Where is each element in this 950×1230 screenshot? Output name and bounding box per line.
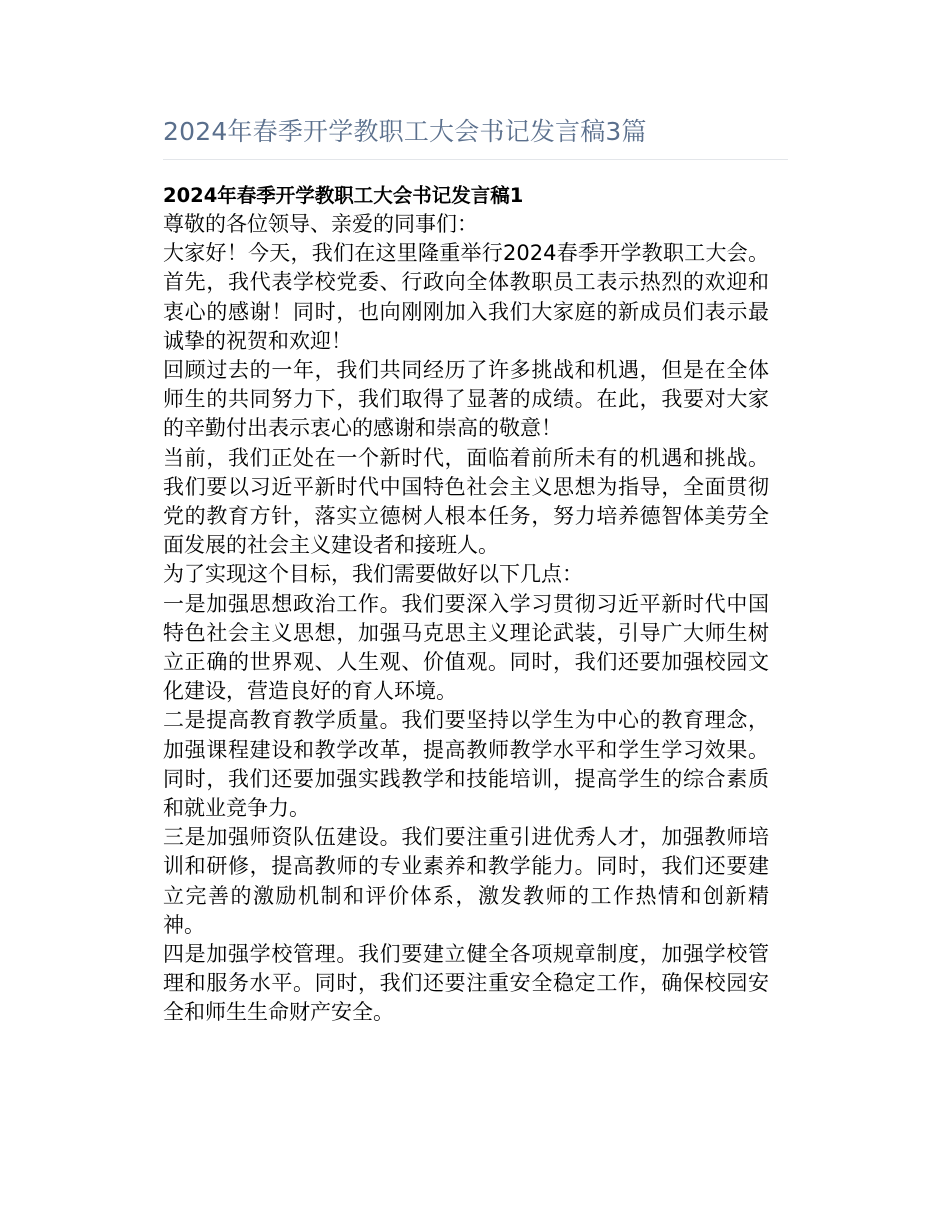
body-paragraph: 大家好！今天，我们在这里隆重举行2024春季开学教职工大会。首先，我代表学校党委、行政向全体教职员工表示热烈的欢迎和衷心的感谢！同时，也向刚刚加入我们大家庭的新成员们表示最诚挚的祝贺和欢迎！ [163, 241, 769, 353]
body-paragraph: 回顾过去的一年，我们共同经历了许多挑战和机遇，但是在全体师生的共同努力下，我们取得了显著的成绩。在此，我要对大家的辛勤付出表示衷心的感谢和崇高的敬意！ [163, 358, 769, 441]
body-paragraph: 一是加强思想政治工作。我们要深入学习贯彻习近平新时代中国特色社会主义思想，加强马克思主义理论武装，引导广大师生树立正确的世界观、人生观、价值观。同时，我们还要加强校园文化建设，营造良好的育人环境。 [163, 591, 769, 704]
document-body [163, 181, 769, 1028]
body-paragraph: 二是提高教育教学质量。我们要坚持以学生为中心的教育理念，加强课程建设和教学改革，提高教师教学水平和学生学习效果。同时，我们还要加强实践教学和技能培训，提高学生的综合素质和就业竞争力。 [163, 708, 769, 821]
title-divider [163, 159, 788, 160]
document-title: 2024年春季开学教职工大会书记发言稿3篇 [163, 117, 647, 146]
salutation-paragraph: 尊敬的各位领导、亲爱的同事们： [163, 212, 478, 236]
section-heading: 2024年春季开学教职工大会书记发言稿1 [163, 184, 524, 207]
body-paragraph: 当前，我们正处在一个新时代，面临着前所未有的机遇和挑战。我们要以习近平新时代中国特色社会主义思想为指导，全面贯彻党的教育方针，落实立德树人根本任务，努力培养德智体美劳全面发展的社会主义建设者和接班人。 [163, 445, 769, 558]
body-paragraph: 四是加强学校管理。我们要建立健全各项规章制度，加强学校管理和服务水平。同时，我们还要注重安全稳定工作，确保校园安全和师生生命财产安全。 [163, 942, 769, 1025]
body-paragraph: 为了实现这个目标，我们需要做好以下几点： [163, 562, 583, 587]
body-paragraph: 三是加强师资队伍建设。我们要注重引进优秀人才，加强教师培训和研修，提高教师的专业素养和教学能力。同时，我们还要建立完善的激励机制和评价体系，激发教师的工作热情和创新精神。 [163, 825, 769, 937]
